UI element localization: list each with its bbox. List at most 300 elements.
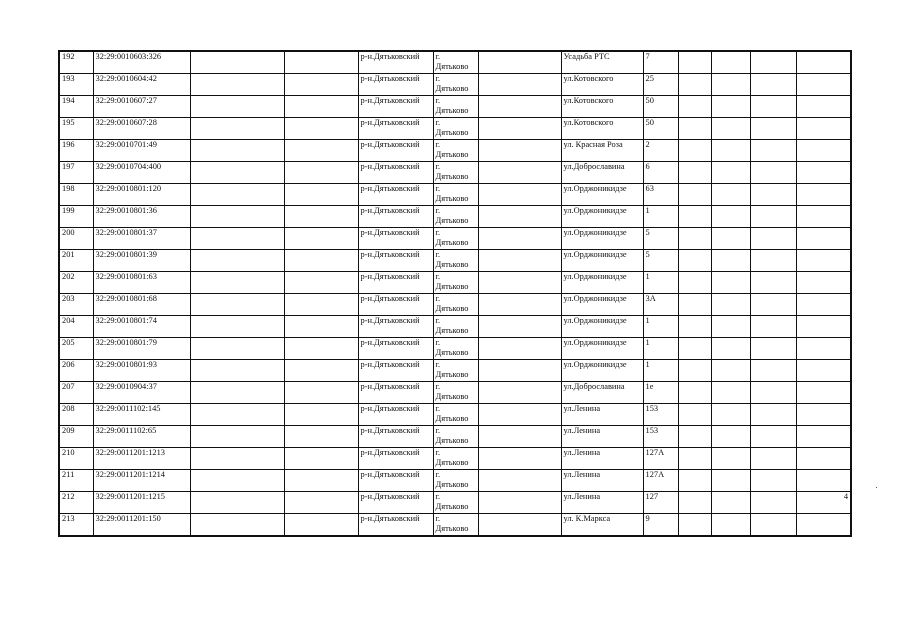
table-row [59, 228, 851, 250]
empty-cell [678, 162, 711, 184]
row-number-cell: 201 [59, 250, 93, 272]
city-cell [433, 294, 478, 316]
empty-cell [678, 250, 711, 272]
district-cell: р-н.Дятьковский [358, 514, 433, 537]
city-cell [433, 118, 478, 140]
city-type-label: г. [435, 184, 441, 193]
city-cell [433, 492, 478, 514]
empty-cell [190, 250, 284, 272]
cadastral-number-cell: 32:29:0010904:37 [93, 382, 190, 404]
empty-cell [478, 184, 561, 206]
empty-cell [478, 448, 561, 470]
empty-cell [284, 96, 358, 118]
empty-cell [711, 426, 750, 448]
house-number-cell: 127А [643, 470, 678, 492]
empty-cell [478, 338, 561, 360]
district-cell: р-н.Дятьковский [358, 294, 433, 316]
empty-cell [678, 74, 711, 96]
table-row [59, 360, 851, 382]
empty-cell [284, 514, 358, 537]
empty-cell [478, 250, 561, 272]
city-type-label: г. [435, 52, 441, 61]
city-cell [433, 448, 478, 470]
empty-cell [711, 184, 750, 206]
street-cell: ул.Котовского [561, 74, 643, 96]
city-name-label: Дятьково [435, 259, 469, 269]
empty-cell [284, 184, 358, 206]
empty-cell [478, 514, 561, 537]
empty-cell [284, 118, 358, 140]
empty-cell [478, 272, 561, 294]
cadastral-number-cell: 32:29:0011201:1213 [93, 448, 190, 470]
empty-cell [478, 470, 561, 492]
table-row [59, 206, 851, 228]
cadastral-number-cell: 32:29:0011102:145 [93, 404, 190, 426]
street-cell: ул.Ленина [561, 470, 643, 492]
city-cell [433, 404, 478, 426]
city-name-label: Дятьково [435, 171, 469, 181]
city-name-label: Дятьково [435, 501, 469, 511]
row-number-cell: 202 [59, 272, 93, 294]
table-row [59, 470, 851, 492]
city-name-label: Дятьково [435, 149, 469, 159]
empty-cell [284, 426, 358, 448]
city-type-label: г. [435, 404, 441, 413]
cadastral-number-cell: 32:29:0010607:27 [93, 96, 190, 118]
extra-value-cell [796, 360, 851, 382]
street-cell: ул.Доброславина [561, 162, 643, 184]
extra-value-cell [796, 162, 851, 184]
city-cell [433, 470, 478, 492]
district-cell: р-н.Дятьковский [358, 162, 433, 184]
district-cell: р-н.Дятьковский [358, 250, 433, 272]
table-row [59, 118, 851, 140]
district-cell: р-н.Дятьковский [358, 74, 433, 96]
empty-cell [678, 470, 711, 492]
row-number-cell: 208 [59, 404, 93, 426]
table-row [59, 338, 851, 360]
city-type-label: г. [435, 74, 441, 83]
extra-value-cell [796, 206, 851, 228]
house-number-cell: 6 [643, 162, 678, 184]
district-cell: р-н.Дятьковский [358, 272, 433, 294]
city-cell [433, 162, 478, 184]
row-number-cell: 205 [59, 338, 93, 360]
row-number-cell: 213 [59, 514, 93, 537]
empty-cell [711, 206, 750, 228]
cadastral-number-cell: 32:29:0010801:68 [93, 294, 190, 316]
empty-cell [678, 118, 711, 140]
empty-cell [750, 96, 796, 118]
empty-cell [284, 162, 358, 184]
empty-cell [750, 184, 796, 206]
extra-value-cell [796, 404, 851, 426]
city-type-label: г. [435, 118, 441, 127]
city-name-label: Дятьково [435, 281, 469, 291]
empty-cell [750, 74, 796, 96]
empty-cell [478, 404, 561, 426]
table-row [59, 51, 851, 74]
district-cell: р-н.Дятьковский [358, 338, 433, 360]
cadastral-number-cell: 32:29:0010801:120 [93, 184, 190, 206]
cadastral-number-cell: 32:29:0011102:65 [93, 426, 190, 448]
empty-cell [750, 514, 796, 537]
empty-cell [678, 140, 711, 162]
district-cell: р-н.Дятьковский [358, 228, 433, 250]
city-name-label: Дятьково [435, 523, 469, 533]
empty-cell [678, 272, 711, 294]
city-cell [433, 51, 478, 74]
empty-cell [284, 316, 358, 338]
table-row [59, 382, 851, 404]
cadastral-number-cell: 32:29:0010603:326 [93, 51, 190, 74]
cadastral-number-cell: 32:29:0010801:39 [93, 250, 190, 272]
house-number-cell: 3А [643, 294, 678, 316]
row-number-cell: 203 [59, 294, 93, 316]
street-cell: ул.Ленина [561, 448, 643, 470]
row-number-cell: 212 [59, 492, 93, 514]
empty-cell [190, 96, 284, 118]
table-row [59, 294, 851, 316]
empty-cell [711, 74, 750, 96]
empty-cell [711, 294, 750, 316]
extra-value-cell [796, 514, 851, 537]
district-cell: р-н.Дятьковский [358, 206, 433, 228]
city-cell [433, 338, 478, 360]
empty-cell [284, 51, 358, 74]
empty-cell [678, 316, 711, 338]
city-cell [433, 272, 478, 294]
district-cell: р-н.Дятьковский [358, 426, 433, 448]
house-number-cell: 5 [643, 228, 678, 250]
row-number-cell: 209 [59, 426, 93, 448]
empty-cell [478, 162, 561, 184]
cadastral-number-cell: 32:29:0010801:79 [93, 338, 190, 360]
house-number-cell: 50 [643, 96, 678, 118]
house-number-cell: 1 [643, 338, 678, 360]
empty-cell [711, 338, 750, 360]
city-type-label: г. [435, 360, 441, 369]
city-name-label: Дятьково [435, 61, 469, 71]
cadastral-number-cell: 32:29:0010704:400 [93, 162, 190, 184]
cadastral-number-cell: 32:29:0010801:36 [93, 206, 190, 228]
city-name-label: Дятьково [435, 105, 469, 115]
district-cell: р-н.Дятьковский [358, 492, 433, 514]
empty-cell [750, 360, 796, 382]
city-name-label: Дятьково [435, 325, 469, 335]
cadastral-number-cell: 32:29:0010801:93 [93, 360, 190, 382]
empty-cell [711, 250, 750, 272]
cadastral-number-cell: 32:29:0010801:37 [93, 228, 190, 250]
empty-cell [478, 492, 561, 514]
empty-cell [678, 382, 711, 404]
empty-cell [478, 118, 561, 140]
district-cell: р-н.Дятьковский [358, 118, 433, 140]
empty-cell [711, 404, 750, 426]
table-row [59, 162, 851, 184]
cadastral-number-cell: 32:29:0010801:74 [93, 316, 190, 338]
table-row [59, 404, 851, 426]
house-number-cell: 127 [643, 492, 678, 514]
table-row [59, 140, 851, 162]
empty-cell [284, 360, 358, 382]
city-name-label: Дятьково [435, 303, 469, 313]
register-table-body [59, 51, 851, 536]
district-cell: р-н.Дятьковский [358, 96, 433, 118]
empty-cell [678, 228, 711, 250]
empty-cell [478, 96, 561, 118]
row-number-cell: 206 [59, 360, 93, 382]
house-number-cell: 1 [643, 360, 678, 382]
empty-cell [711, 492, 750, 514]
district-cell: р-н.Дятьковский [358, 140, 433, 162]
empty-cell [750, 294, 796, 316]
street-cell: ул. Красная Роза [561, 140, 643, 162]
street-cell: ул.Ленина [561, 426, 643, 448]
cadastral-number-cell: 32:29:0010801:63 [93, 272, 190, 294]
empty-cell [190, 338, 284, 360]
empty-cell [190, 470, 284, 492]
city-cell [433, 228, 478, 250]
empty-cell [190, 294, 284, 316]
street-cell: ул.Орджоникидзе [561, 228, 643, 250]
empty-cell [678, 404, 711, 426]
empty-cell [478, 382, 561, 404]
extra-value-cell [796, 228, 851, 250]
empty-cell [711, 382, 750, 404]
empty-cell [478, 316, 561, 338]
house-number-cell: 50 [643, 118, 678, 140]
street-cell: ул.Орджоникидзе [561, 338, 643, 360]
empty-cell [190, 272, 284, 294]
city-name-label: Дятьково [435, 83, 469, 93]
street-cell: ул.Орджоникидзе [561, 206, 643, 228]
empty-cell [678, 448, 711, 470]
city-type-label: г. [435, 448, 441, 457]
extra-value-cell [796, 250, 851, 272]
empty-cell [190, 162, 284, 184]
house-number-cell: 127А [643, 448, 678, 470]
street-cell: ул.Котовского [561, 118, 643, 140]
city-name-label: Дятьково [435, 237, 469, 247]
empty-cell [711, 470, 750, 492]
empty-cell [678, 492, 711, 514]
cadastral-number-cell: 32:29:0010607:28 [93, 118, 190, 140]
empty-cell [750, 404, 796, 426]
empty-cell [190, 316, 284, 338]
extra-value-cell [796, 51, 851, 74]
house-number-cell: 153 [643, 404, 678, 426]
empty-cell [478, 51, 561, 74]
empty-cell [284, 74, 358, 96]
street-cell: ул.Орджоникидзе [561, 360, 643, 382]
city-name-label: Дятьково [435, 347, 469, 357]
empty-cell [750, 162, 796, 184]
district-cell: р-н.Дятьковский [358, 360, 433, 382]
house-number-cell: 153 [643, 426, 678, 448]
city-type-label: г. [435, 272, 441, 281]
empty-cell [678, 294, 711, 316]
empty-cell [190, 448, 284, 470]
district-cell: р-н.Дятьковский [358, 184, 433, 206]
empty-cell [678, 360, 711, 382]
empty-cell [190, 228, 284, 250]
empty-cell [478, 360, 561, 382]
city-cell [433, 360, 478, 382]
empty-cell [284, 382, 358, 404]
empty-cell [678, 338, 711, 360]
empty-cell [190, 514, 284, 537]
house-number-cell: 63 [643, 184, 678, 206]
table-row [59, 250, 851, 272]
city-type-label: г. [435, 316, 441, 325]
city-cell [433, 316, 478, 338]
district-cell: р-н.Дятьковский [358, 404, 433, 426]
city-type-label: г. [435, 514, 441, 523]
empty-cell [711, 51, 750, 74]
house-number-cell: 5 [643, 250, 678, 272]
city-type-label: г. [435, 426, 441, 435]
district-cell: р-н.Дятьковский [358, 316, 433, 338]
city-type-label: г. [435, 338, 441, 347]
empty-cell [711, 140, 750, 162]
empty-cell [711, 360, 750, 382]
extra-value-cell [796, 118, 851, 140]
empty-cell [190, 206, 284, 228]
row-number-cell: 198 [59, 184, 93, 206]
empty-cell [711, 228, 750, 250]
row-number-cell: 192 [59, 51, 93, 74]
street-cell: ул.Доброславина [561, 382, 643, 404]
empty-cell [190, 118, 284, 140]
empty-cell [190, 74, 284, 96]
empty-cell [190, 404, 284, 426]
city-name-label: Дятьково [435, 193, 469, 203]
table-row [59, 272, 851, 294]
empty-cell [284, 404, 358, 426]
empty-cell [750, 338, 796, 360]
city-name-label: Дятьково [435, 391, 469, 401]
empty-cell [284, 272, 358, 294]
empty-cell [478, 426, 561, 448]
city-type-label: г. [435, 382, 441, 391]
row-number-cell: 199 [59, 206, 93, 228]
table-row [59, 74, 851, 96]
row-number-cell: 196 [59, 140, 93, 162]
row-number-cell: 195 [59, 118, 93, 140]
house-number-cell: 1 [643, 206, 678, 228]
table-row [59, 514, 851, 537]
empty-cell [750, 118, 796, 140]
empty-cell [750, 272, 796, 294]
table-row [59, 316, 851, 338]
district-cell: р-н.Дятьковский [358, 51, 433, 74]
city-type-label: г. [435, 294, 441, 303]
house-number-cell: 25 [643, 74, 678, 96]
empty-cell [478, 206, 561, 228]
empty-cell [711, 448, 750, 470]
empty-cell [750, 382, 796, 404]
city-type-label: г. [435, 140, 441, 149]
empty-cell [284, 140, 358, 162]
empty-cell [711, 316, 750, 338]
empty-cell [284, 294, 358, 316]
empty-cell [750, 470, 796, 492]
row-number-cell: 197 [59, 162, 93, 184]
street-cell: Усадьба РТС [561, 51, 643, 74]
city-cell [433, 382, 478, 404]
extra-value-cell [796, 294, 851, 316]
house-number-cell: 2 [643, 140, 678, 162]
empty-cell [284, 206, 358, 228]
city-type-label: г. [435, 206, 441, 215]
city-name-label: Дятьково [435, 369, 469, 379]
district-cell: р-н.Дятьковский [358, 448, 433, 470]
city-cell [433, 184, 478, 206]
empty-cell [284, 448, 358, 470]
district-cell: р-н.Дятьковский [358, 382, 433, 404]
empty-cell [190, 426, 284, 448]
city-cell [433, 206, 478, 228]
row-number-cell: 210 [59, 448, 93, 470]
city-name-label: Дятьково [435, 479, 469, 489]
house-number-cell: 1 [643, 316, 678, 338]
extra-value-cell [796, 272, 851, 294]
street-cell: ул.Ленина [561, 492, 643, 514]
extra-value-cell [796, 470, 851, 492]
empty-cell [478, 74, 561, 96]
empty-cell [711, 162, 750, 184]
row-number-cell: 200 [59, 228, 93, 250]
cadastral-number-cell: 32:29:0010701:49 [93, 140, 190, 162]
empty-cell [750, 140, 796, 162]
empty-cell [478, 294, 561, 316]
empty-cell [190, 492, 284, 514]
table-row [59, 492, 851, 514]
street-cell: ул.Орджоникидзе [561, 316, 643, 338]
house-number-cell: 9 [643, 514, 678, 537]
empty-cell [711, 514, 750, 537]
city-name-label: Дятьково [435, 435, 469, 445]
empty-cell [678, 514, 711, 537]
row-number-cell: 193 [59, 74, 93, 96]
cadastral-number-cell: 32:29:0010604:42 [93, 74, 190, 96]
table-row [59, 96, 851, 118]
row-number-cell: 194 [59, 96, 93, 118]
empty-cell [711, 118, 750, 140]
empty-cell [750, 426, 796, 448]
empty-cell [190, 140, 284, 162]
empty-cell [750, 250, 796, 272]
street-cell: ул.Орджоникидзе [561, 272, 643, 294]
empty-cell [284, 338, 358, 360]
city-type-label: г. [435, 96, 441, 105]
extra-value-cell [796, 96, 851, 118]
extra-value-cell [796, 184, 851, 206]
city-cell [433, 426, 478, 448]
empty-cell [478, 228, 561, 250]
city-name-label: Дятьково [435, 457, 469, 467]
extra-value-cell [796, 140, 851, 162]
empty-cell [284, 470, 358, 492]
street-cell: ул.Котовского [561, 96, 643, 118]
empty-cell [711, 96, 750, 118]
cadastral-number-cell: 32:29:0011201:150 [93, 514, 190, 537]
empty-cell [678, 206, 711, 228]
table-row [59, 426, 851, 448]
house-number-cell: 1 [643, 272, 678, 294]
extra-value-cell [796, 316, 851, 338]
